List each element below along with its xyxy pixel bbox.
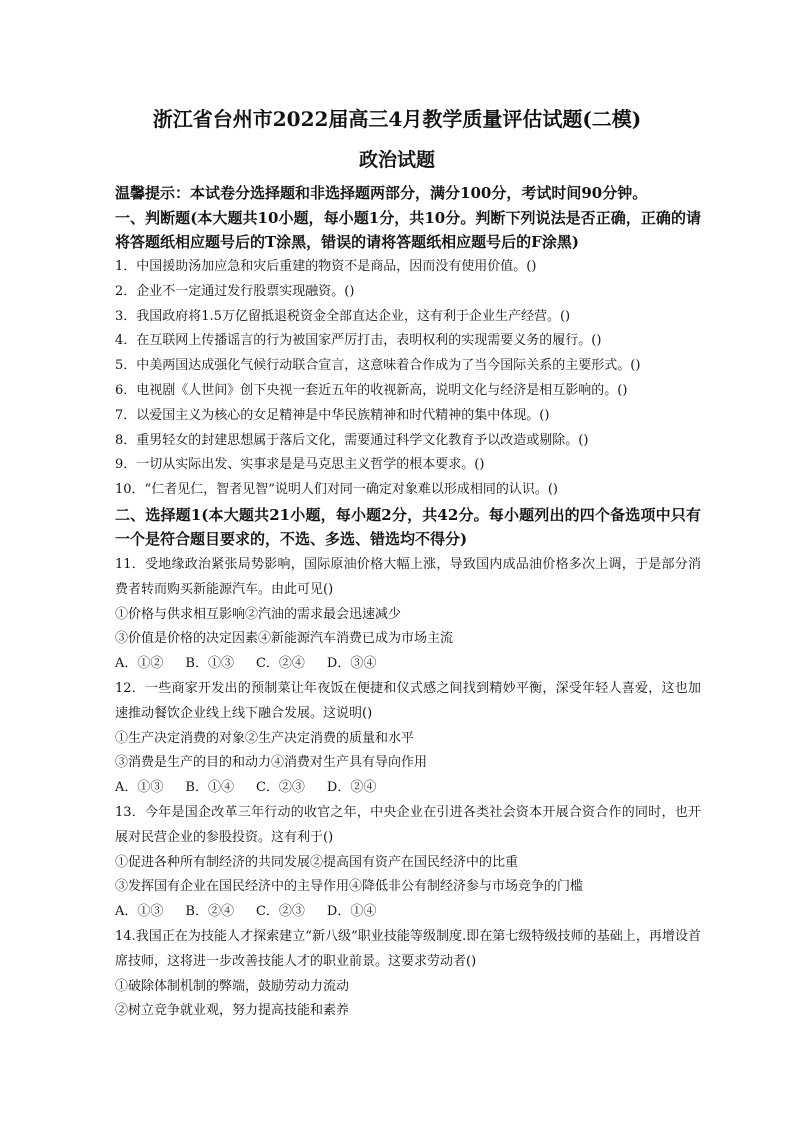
question-stem: 14.我国正在为技能人才探索建立“新八级”职业技能等级制度.即在第七级特级技师的基础上，再增设首席技师，这将进一步改善技能人才的职业前景。这要求劳动者() — [115, 928, 701, 969]
question-stem: 13．今年是国企改革三年行动的收官之年，中央企业在引进各类社会资本开展合资合作的同时，也开展对民营企业的参股投资。这有利于() — [115, 804, 701, 845]
statement-line: ①促进各种所有制经济的共同发展②提高国有资产在国民经济中的比重 — [115, 854, 519, 870]
question-12 — [115, 677, 701, 801]
judgement-item: 7．以爱国主义为核心的女足精神是中华民族精神和时代精神的集中体现。() — [115, 407, 550, 423]
judgement-item: 6．电视剧《人世间》创下央视一套近五年的收视新高，说明文化与经济是相互影响的。() — [115, 382, 628, 398]
exam-subtitle: 政治试题 — [358, 149, 435, 171]
judgement-item: 3．我国政府将1.5万亿留抵退税资金全部直达企业，这有利于企业生产经营。() — [115, 308, 571, 324]
option-c: C．②③ — [255, 780, 305, 796]
option-b: B．①④ — [185, 780, 234, 796]
judgement-list — [115, 255, 701, 503]
statement-line: ①价格与供求相互影响②汽油的需求最会迅速减少 — [115, 606, 402, 622]
option-d: D．③④ — [326, 656, 377, 672]
statement-line: ③消费是生产的目的和动力④消费对生产具有导向作用 — [115, 755, 428, 771]
question-11 — [115, 553, 701, 677]
judgement-item: 5．中美两国达成强化气候行动联合宣言，这意味着合作成为了当今国际关系的主要形式。() — [115, 358, 641, 374]
statement-line: ③发挥国有企业在国民经济中的主导作用④降低非公有制经济参与市场竞争的门槛 — [115, 879, 584, 895]
question-13 — [115, 801, 701, 925]
answer-options — [115, 652, 701, 677]
option-a: A．①② — [115, 656, 164, 672]
exam-title: 浙江省台州市2022届高三4月教学质量评估试题(二模) — [152, 107, 642, 131]
option-d: D．①④ — [326, 904, 377, 920]
judgement-item: 4．在互联网上传播谣言的行为被国家严厉打击，表明权利的实现需要义务的履行。() — [115, 333, 602, 349]
judgement-item: 10．“仁者见仁，智者见智”说明人们对同一确定对象难以形成相同的认识。() — [115, 482, 558, 498]
option-a: A．①③ — [115, 904, 164, 920]
statement-line: ②树立竞争就业观，努力提高技能和素养 — [115, 1003, 350, 1019]
option-d: D．②④ — [326, 780, 377, 796]
statement-line: ①破除体制机制的弊端，鼓励劳动力流动 — [115, 978, 350, 994]
section1-heading: 一、判断题(本大题共10小题，每小题1分，共10分。判断下列说法是否正确，正确的请将答题纸相应题号后的T涂黑，错误的请将答题纸相应题号后的F涂黑) — [115, 209, 701, 251]
option-b: B．②④ — [185, 904, 234, 920]
section2-heading: 二、选择题1(本大题共21小题，每小题2分，共42分。每小题列出的四个备选项中只有一个是符合题目要求的，不选、多选、错选均不得分) — [115, 506, 701, 548]
statement-line: ①生产决定消费的对象②生产决定消费的质量和水平 — [115, 730, 415, 746]
judgement-item: 1．中国援助汤加应急和灾后重建的物资不是商品，因而没有使用价值。() — [115, 259, 537, 274]
option-c: C．②③ — [255, 904, 305, 920]
judgement-item: 2．企业不一定通过发行股票实现融资。() — [115, 283, 355, 299]
question-stem: 12．一些商家开发出的预制菜让年夜饭在便捷和仪式感之间找到精妙平衡，深受年轻人喜爱，这也加速推动餐饮企业线上线下融合发展。这说明() — [115, 680, 701, 721]
option-c: C．②④ — [255, 656, 305, 672]
answer-options — [115, 776, 701, 801]
judgement-item: 8．重男轻女的封建思想属于落后文化，需要通过科学文化教育予以改造或剔除。() — [115, 432, 589, 448]
choice-list — [115, 553, 701, 1024]
option-a: A．①③ — [115, 780, 164, 796]
option-b: B．①③ — [185, 656, 234, 672]
question-stem: 11．受地缘政治紧张局势影响，国际原油价格大幅上涨，导致国内成品油价格多次上调，于是部分消费者转而购买新能源汽车。由此可见() — [115, 557, 701, 597]
answer-options — [115, 900, 701, 925]
question-14 — [115, 925, 701, 1024]
notice: 温馨提示：本试卷分选择题和非选择题两部分，满分100分，考试时间90分钟。 — [115, 184, 648, 202]
judgement-item: 9．一切从实际出发、实事求是是马克思主义哲学的根本要求。() — [115, 457, 485, 473]
statement-line: ③价值是价格的决定因素④新能源汽车消费已成为市场主流 — [115, 631, 454, 647]
